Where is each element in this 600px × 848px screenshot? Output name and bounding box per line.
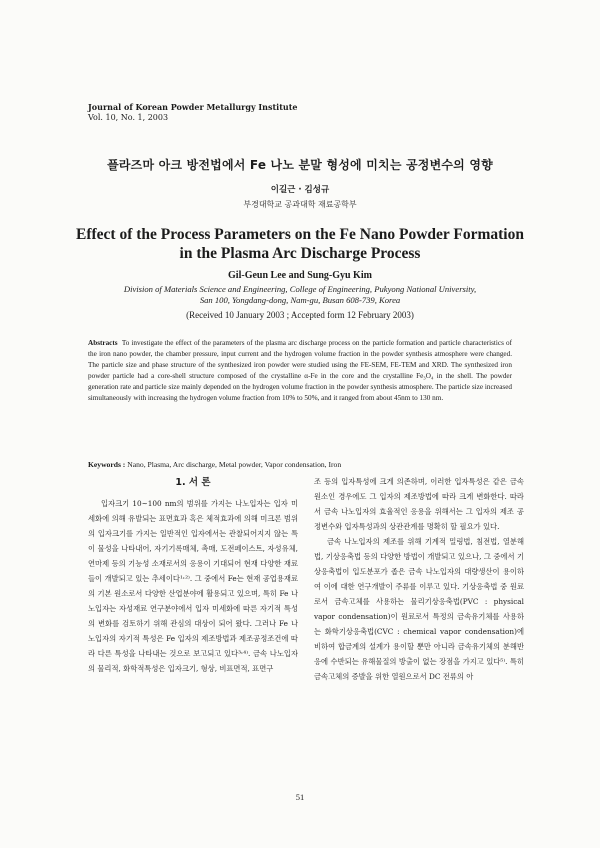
- abstract-text: To investigate the effect of the parameters of the plasma arc discharge process on the particle formation and particle characteristics of the iron nano powder, the chamber pressure, input current and the hydrogen volume fraction in the powder synthesis atmosphere were changed. The particle size and phase structure of the synthesized iron powder were studied using the FE-SEM, FE-TEM and XRD. The synthesized iron powder particle had a core-shell structure composed of the crystalline α-Fe in the core and the crystalline Fe₃O₄ in the shell. The powder generation rate and particle size mainly depended on the hydrogen volume fraction in the powder synthesis atmosphere. The particle size increased simultaneously with increasing the hydrogen volume fraction from 10% to 50%, and it ranged from about 45nm to 130 nm.: [88, 339, 512, 403]
- journal-volume: Vol. 10, No. 1, 2003: [88, 112, 169, 122]
- page-number: 51: [295, 792, 305, 802]
- received-dates: (Received 10 January 2003 ; Accepted form 12 February 2003): [186, 310, 414, 320]
- keywords-label: Keywords :: [88, 460, 126, 469]
- affiliation-line-1: Division of Materials Science and Engineering, College of Engineering, Pukyong National University,: [123, 284, 477, 294]
- paragraph: 금속 나노입자의 제조를 위해 기계적 밀링법, 침전법, 열분해법, 기상응축법 등의 다양한 방법이 개발되고 있으나, 그 중에서 기상응축법이 입도분포가 좁은 금속 나노입자의 대량생산이 용이하여 이에 대한 연구개발이 주류를 이루고 있다. 기상응축법 중 원료로서 금속고체를 사용하는 물리기상응축법(PVC : physical vapor condensation)이 원료로서 특정의 금속유기체를 사용하는 화학기상응축법(CVC : chemical vapor condensation)에 비하여 합금계의 설계가 용이할 뿐만 아니라 금속유기체의 분해반응에 수반되는 유해물질의 방출이 없는 장점을 가지고 있다⁵⁾. 특히 금속고체의 증발을 위한 열원으로서 DC 전류의 아: [314, 537, 524, 681]
- journal-header: [88, 102, 298, 123]
- journal-name: Journal of Korean Powder Metallurgy Institute: [88, 102, 298, 112]
- korean-authors: 이길근 · 김성규: [270, 185, 330, 195]
- paragraph: 입자크기 10~100 nm의 범위를 가지는 나노입자는 입자 미세화에 의해 유발되는 표면효과 혹은 체적효과에 의해 미크론 범위의 입자크기를 가지는 일반적인 입자에서는 관찰되어지지 않는 특이 물성을 나타내어, 자기기록매체, 촉매, 도전페이스트, 자성유체, 연마제 등의 기능성 소재로서의 응용이 기대되어 현재 다양한 재료들이 개발되고 있는 추세이다¹˒²⁾. 그 중에서 Fe는 현재 공업용재료의 기본 원소로서 다양한 산업분야에 활용되고 있으며, 특히 Fe 나노입자는 자성재료 연구분야에서 입자 미세화에 따른 자기적 특성의 변화를 검토하기 위해 관심의 대상이 되어 왔다. 그러나 Fe 나노입자의 자기적 특성은 Fe 입자의 제조방법과 제조공정조건에 따라 다른 특성을 나타내는 것으로 보고되고 있다³˒⁴⁾. 금속 나노입자의 물리적, 화학적특성은 입자크기, 형상, 비표면적, 표면구: [88, 499, 298, 673]
- section-heading: 1. 서 론: [175, 477, 211, 488]
- keywords: [88, 460, 512, 469]
- body-column-left: [88, 496, 298, 676]
- keywords-text: Nano, Plasma, Arc discharge, Metal powder, Vapor condensation, Iron: [127, 460, 342, 469]
- english-title-line-2: in the Plasma Arc Discharge Process: [179, 244, 421, 262]
- body-column-right: [314, 474, 524, 684]
- affiliation-line-2: San 100, Yongdang-dong, Nam-gu, Busan 608-739, Korea: [199, 295, 401, 305]
- korean-title: 플라즈마 아크 방전법에서 Fe 나노 분말 형성에 미치는 공정변수의 영향: [107, 158, 493, 172]
- english-title-line-1: Effect of the Process Parameters on the Fe Nano Powder Formation: [76, 226, 524, 243]
- english-authors: Gil-Geun Lee and Sung-Gyu Kim: [228, 270, 372, 281]
- abstract-label: Abstracts: [88, 339, 118, 347]
- abstract: [88, 338, 512, 405]
- english-affiliation: [0, 284, 600, 306]
- korean-affiliation: 부경대학교 공과대학 재료공학부: [243, 200, 357, 209]
- english-title: [0, 226, 600, 263]
- paragraph: 조 등의 입자특성에 크게 의존하며, 이러한 입자특성은 같은 금속원소인 경우에도 그 입자의 제조방법에 따라 크게 변화한다. 따라서 금속 나노입자의 효율적인 응용을 위해서는 그 입자의 제조 공정변수와 입자특성과의 상관관계를 명확히 할 필요가 있다.: [314, 477, 524, 531]
